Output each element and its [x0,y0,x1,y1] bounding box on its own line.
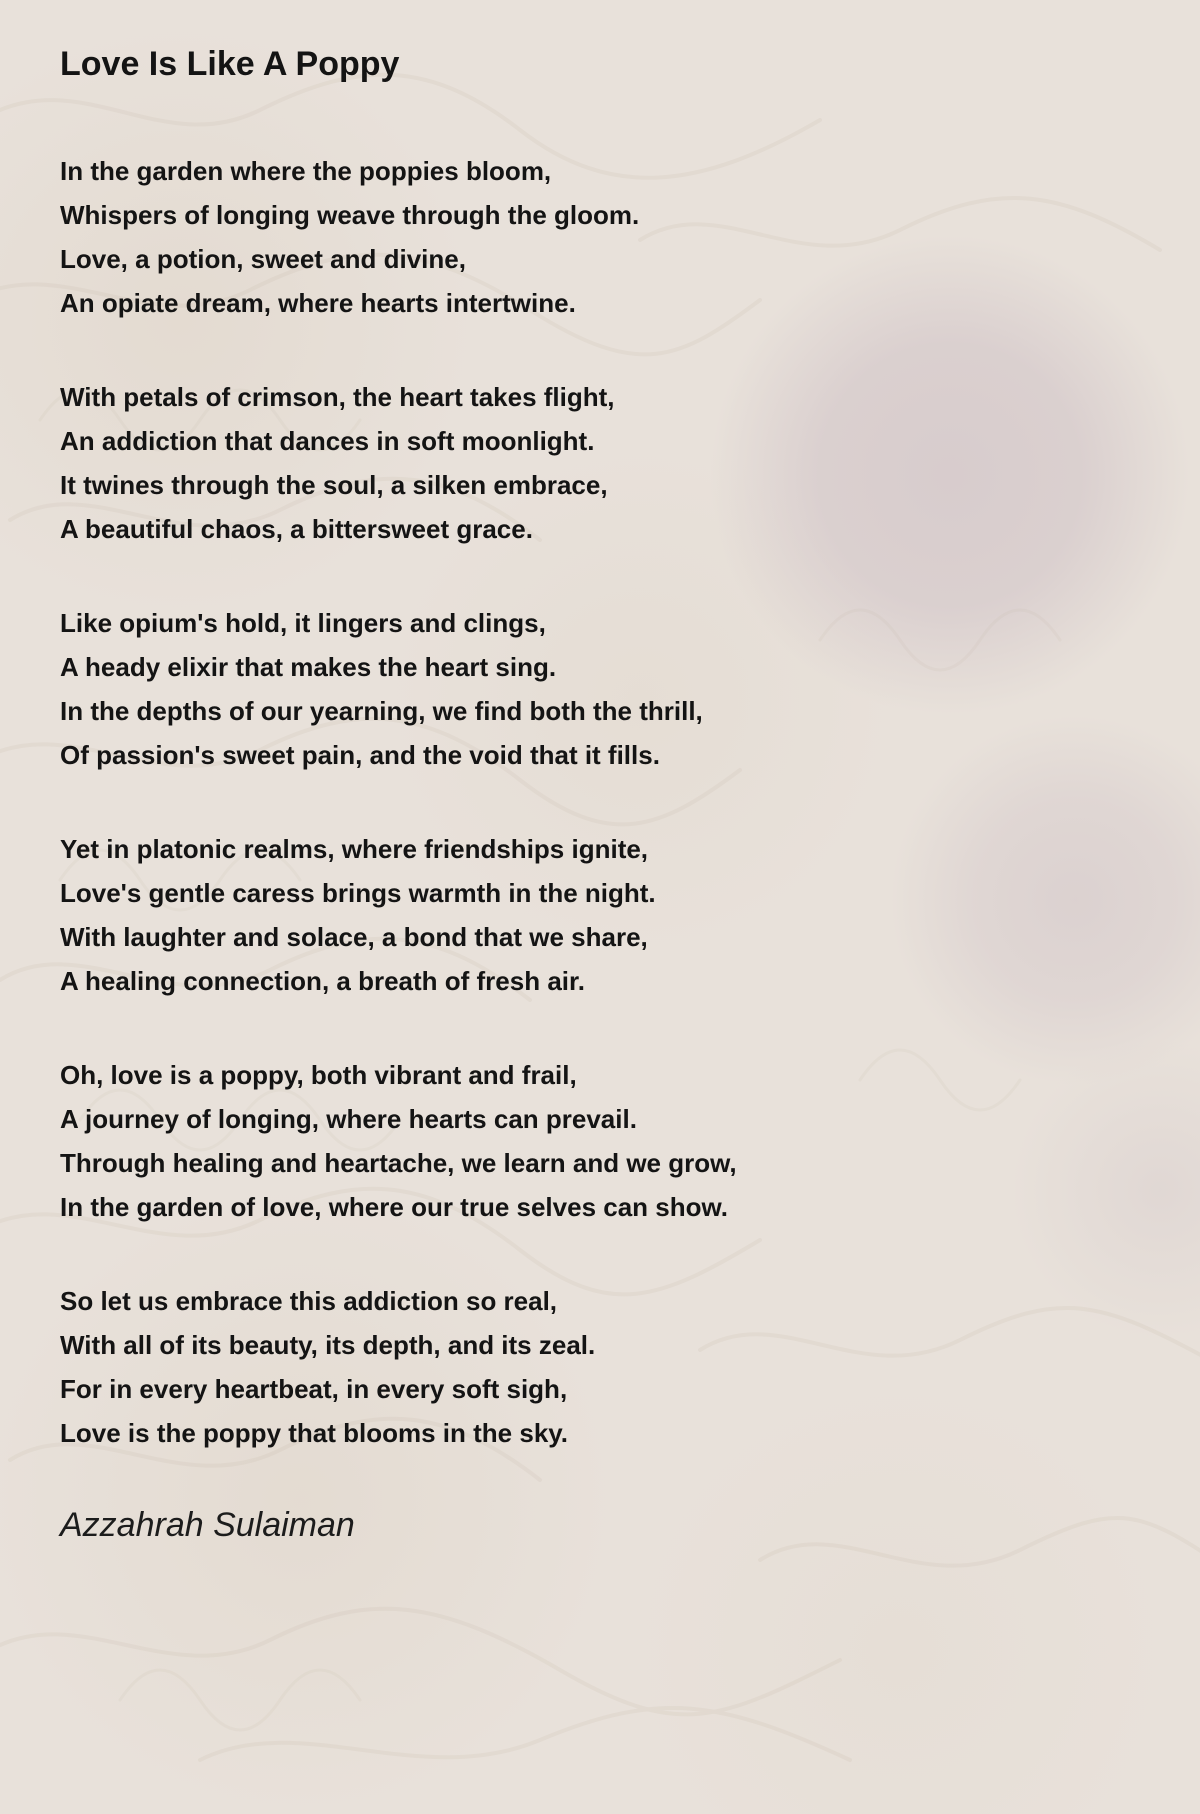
poem-line: Love's gentle caress brings warmth in the night. [60,878,656,908]
poem-line: Love is the poppy that blooms in the sky. [60,1418,569,1448]
stanza-5 [60,1053,1160,1229]
stanza-4 [60,827,1160,1003]
poem-line: With laughter and solace, a bond that we share, [60,922,648,952]
poem-line: An opiate dream, where hearts intertwine. [60,288,576,318]
poem-line: With petals of crimson, the heart takes flight, [60,382,615,412]
poem-title: Love Is Like A Poppy [60,45,400,83]
stanza-1 [60,149,1160,325]
poem-author: Azzahrah Sulaiman [60,1506,355,1544]
poem-line: Like opium's hold, it lingers and clings, [60,608,546,638]
poem-line: For in every heartbeat, in every soft sigh, [60,1374,568,1404]
poem-line: Through healing and heartache, we learn and we grow, [60,1148,737,1178]
poem-line: With all of its beauty, its depth, and its zeal. [60,1330,596,1360]
poem-line: In the garden of love, where our true selves can show. [60,1192,728,1222]
poem-line: A heady elixir that makes the heart sing. [60,652,557,682]
poem-line: A healing connection, a breath of fresh air. [60,966,585,996]
poem-line: An addiction that dances in soft moonlight. [60,426,595,456]
poem-line: Oh, love is a poppy, both vibrant and frail, [60,1060,577,1090]
poem-line: In the garden where the poppies bloom, [60,156,552,186]
poem-line: In the depths of our yearning, we find both the thrill, [60,696,703,726]
poem-line: So let us embrace this addiction so real, [60,1286,558,1316]
poem-line: Whispers of longing weave through the gloom. [60,200,640,230]
stanza-3 [60,601,1160,777]
poem-line: Of passion's sweet pain, and the void that it fills. [60,740,660,770]
poem-line: It twines through the soul, a silken embrace, [60,470,608,500]
stanza-6 [60,1279,1160,1455]
poem-line: Yet in platonic realms, where friendships ignite, [60,834,649,864]
stanza-2 [60,375,1160,551]
poem-line: Love, a potion, sweet and divine, [60,244,466,274]
poem-line: A beautiful chaos, a bittersweet grace. [60,514,533,544]
poem-line: A journey of longing, where hearts can prevail. [60,1104,637,1134]
